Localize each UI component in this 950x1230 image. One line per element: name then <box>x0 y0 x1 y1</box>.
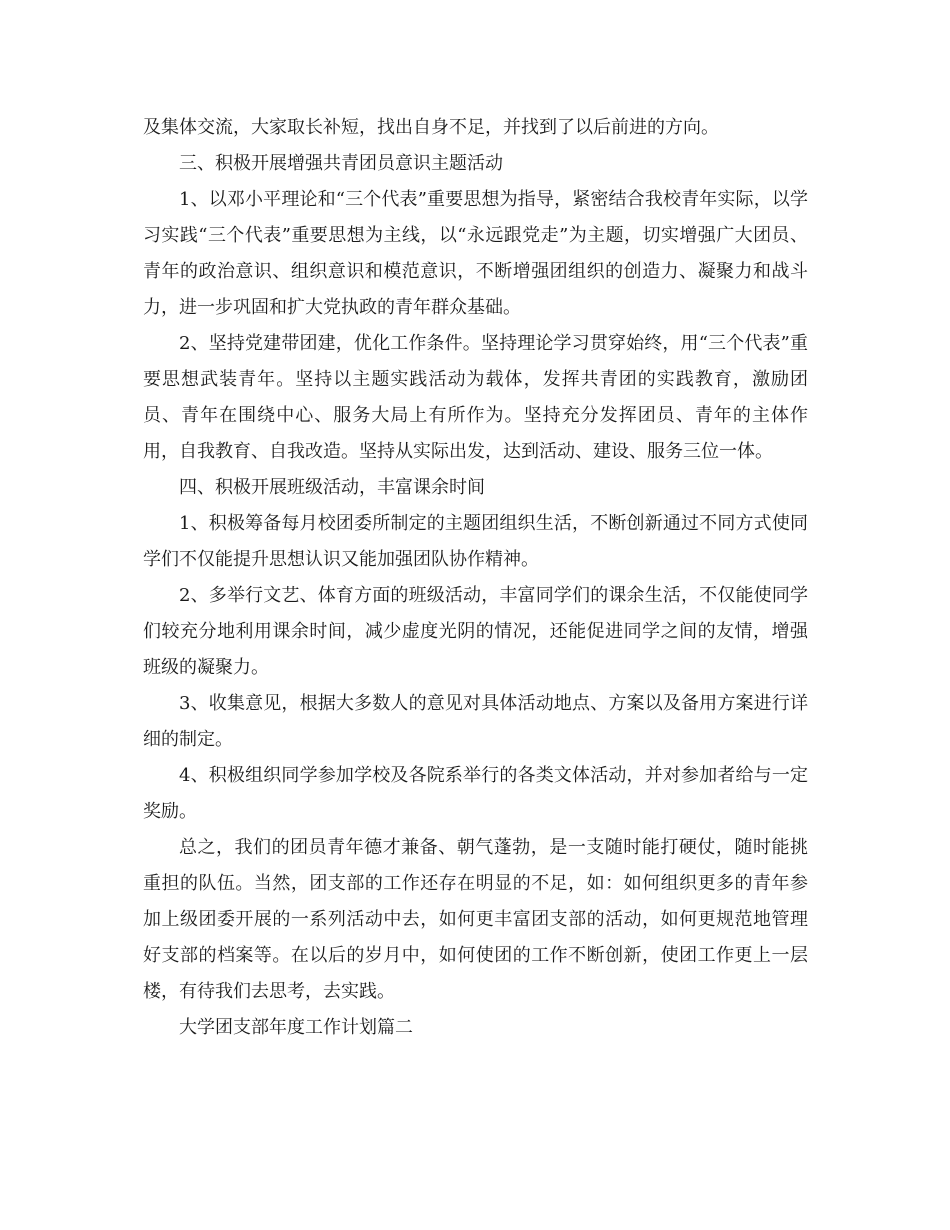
paragraph: 1、积极筹备每月校团委所制定的主题团组织生活，不断创新通过不同方式使同学们不仅能提升思想认识又能加强团队协作精神。 <box>143 513 808 570</box>
section-heading-3: 三、积极开展增强共青团员意识主题活动 <box>179 153 503 174</box>
document-body <box>143 110 808 1046</box>
paragraph: 3、收集意见，根据大多数人的意见对具体活动地点、方案以及备用方案进行详细的制定。 <box>143 693 808 750</box>
paragraph-summary: 总之，我们的团员青年德才兼备、朝气蓬勃，是一支随时能打硬仗，随时能挑重担的队伍。当然，团支部的工作还存在明显的不足，如：如何组织更多的青年参加上级团委开展的一系列活动中去，如何更丰富团支部的活动，如何更规范地管理好支部的档案等。在以后的岁月中，如何使团的工作不断创新，使团工作更上一层楼，有待我们去思考，去实践。 <box>143 837 808 1002</box>
paragraph-continuation: 及集体交流，大家取长补短，找出自身不足，并找到了以后前进的方向。 <box>143 117 719 138</box>
paragraph: 1、以邓小平理论和“三个代表”重要思想为指导，紧密结合我校青年实际，以学习实践“三个代表”重要思想为主线，以“永远跟党走”为主题，切实增强广大团员、青年的政治意识、组织意识和模范意识，不断增强团组织的创造力、凝聚力和战斗力，进一步巩固和扩大党执政的青年群众基础。 <box>143 189 808 318</box>
paragraph: 2、多举行文艺、体育方面的班级活动，丰富同学们的课余生活，不仅能使同学们较充分地利用课余时间，减少虚度光阴的情况，还能促进同学之间的友情，增强班级的凝聚力。 <box>143 585 808 678</box>
paragraph: 4、积极组织同学参加学校及各院系举行的各类文体活动，并对参加者给与一定奖励。 <box>143 765 808 822</box>
paragraph: 2、坚持党建带团建，优化工作条件。坚持理论学习贯穿始终，用“三个代表”重要思想武装青年。坚持以主题实践活动为载体，发挥共青团的实践教育，激励团员、青年在围绕中心、服务大局上有所作为。坚持充分发挥团员、青年的主体作用，自我教育、自我改造。坚持从实际出发，达到活动、建设、服务三位一体。 <box>143 333 808 462</box>
section-heading-4: 四、积极开展班级活动，丰富课余时间 <box>179 477 485 498</box>
document-subtitle: 大学团支部年度工作计划篇二 <box>179 1017 413 1038</box>
